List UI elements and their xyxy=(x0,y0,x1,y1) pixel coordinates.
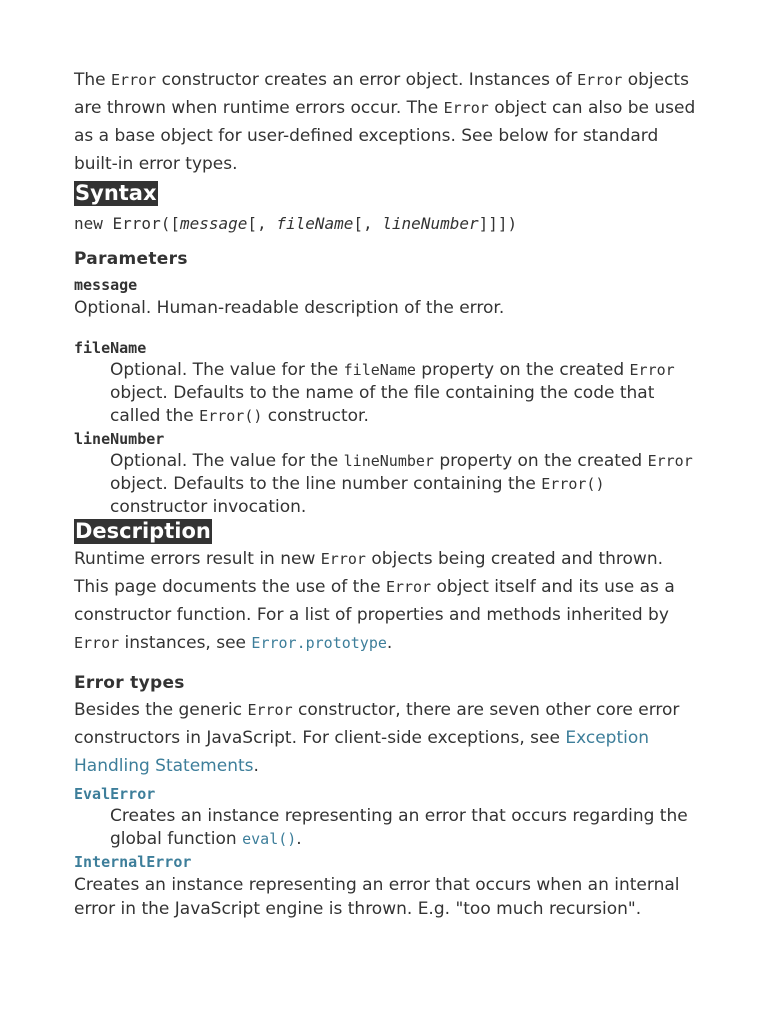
inline-code: Error xyxy=(111,71,157,89)
internalerror-term[interactable] xyxy=(74,851,698,873)
intro-text: The xyxy=(74,70,112,90)
desc-text: Besides the generic xyxy=(74,700,248,720)
error-types-paragraph xyxy=(74,696,698,780)
inline-code: Error xyxy=(629,361,675,379)
intro-text: object can also be used as a base object for user-defined exceptions. See below for standard built-in error types. xyxy=(74,98,696,174)
desc-text: objects being created and thrown. This page documents the use of the xyxy=(74,549,663,597)
desc-text: . xyxy=(386,633,393,653)
inline-code: Error xyxy=(385,578,432,596)
inline-code: Error() xyxy=(541,475,605,493)
syntax-arg: message xyxy=(179,214,248,233)
desc-text: object. Defaults to the name of the file containing the code that called the xyxy=(110,383,655,426)
desc-text: constructor, there are seven other core error constructors in JavaScript. For client-side exceptions, see xyxy=(74,700,680,748)
param-filename-term: fileName xyxy=(74,339,147,357)
syntax-heading: Syntax xyxy=(75,181,157,205)
param-filename-desc xyxy=(74,359,698,428)
description-paragraph xyxy=(74,545,698,657)
syntax-arg: lineNumber xyxy=(382,214,479,233)
syntax-token: [, xyxy=(353,214,383,233)
syntax-token: [, xyxy=(247,214,277,233)
syntax-arg: fileName xyxy=(276,214,354,233)
error-types-heading: Error types xyxy=(74,673,185,693)
inline-code: Error xyxy=(443,99,489,117)
desc-text: property on the created xyxy=(433,451,648,471)
inline-code: Error xyxy=(647,452,693,470)
desc-text: Optional. The value for the xyxy=(110,360,344,380)
param-message-term: message xyxy=(74,276,138,294)
param-linenumber-desc xyxy=(74,450,698,519)
param-linenumber-term: lineNumber xyxy=(74,430,165,448)
eval-link[interactable] xyxy=(242,829,296,849)
desc-text: Runtime errors result in new xyxy=(74,549,321,569)
link-code: eval() xyxy=(242,830,297,848)
intro-text: constructor creates an error object. Instances of xyxy=(156,70,578,90)
desc-text: instances, see xyxy=(119,633,252,653)
inline-code: Error xyxy=(320,550,366,568)
evalerror-term-label: EvalError xyxy=(74,785,156,803)
evalerror-term[interactable] xyxy=(74,783,698,805)
desc-text: Creates an instance representing an error that occurs regarding the global function xyxy=(110,806,688,849)
syntax-signature xyxy=(74,212,698,236)
internalerror-term-label: InternalError xyxy=(74,853,192,871)
syntax-token: ]]]) xyxy=(478,214,518,233)
inline-code: Error xyxy=(577,71,623,89)
desc-text: constructor. xyxy=(262,406,369,426)
inline-code: Error xyxy=(74,634,120,652)
internalerror-desc: Creates an instance representing an error that occurs when an internal error in the JavaScript engine is thrown. E.g. "too much recursion". xyxy=(74,875,680,919)
desc-text: object itself and its use as a constructor function. For a list of properties and methods inherited by xyxy=(74,577,675,625)
error-prototype-link[interactable] xyxy=(251,633,386,653)
inline-code: Error() xyxy=(199,407,263,425)
desc-text: property on the created xyxy=(415,360,630,380)
description-heading: Description xyxy=(75,519,211,543)
desc-text: object. Defaults to the line number containing the xyxy=(110,474,542,494)
link-code: Error.prototype xyxy=(251,634,387,652)
syntax-token: new Error([ xyxy=(74,214,180,233)
desc-text: . xyxy=(296,829,302,849)
desc-text: constructor invocation. xyxy=(110,497,307,517)
evalerror-desc xyxy=(74,805,698,851)
exception-handling-link[interactable]: Exception Handling Statements xyxy=(74,728,650,776)
desc-text: . xyxy=(253,756,259,776)
intro-paragraph xyxy=(74,66,698,178)
inline-code: lineNumber xyxy=(343,452,434,470)
inline-code: fileName xyxy=(343,361,416,379)
intro-text: objects are thrown when runtime errors occur. The xyxy=(74,70,689,118)
param-message-desc: Optional. Human-readable description of the error. xyxy=(74,298,505,318)
desc-text: Optional. The value for the xyxy=(110,451,344,471)
parameters-heading: Parameters xyxy=(74,249,188,269)
inline-code: Error xyxy=(247,701,293,719)
